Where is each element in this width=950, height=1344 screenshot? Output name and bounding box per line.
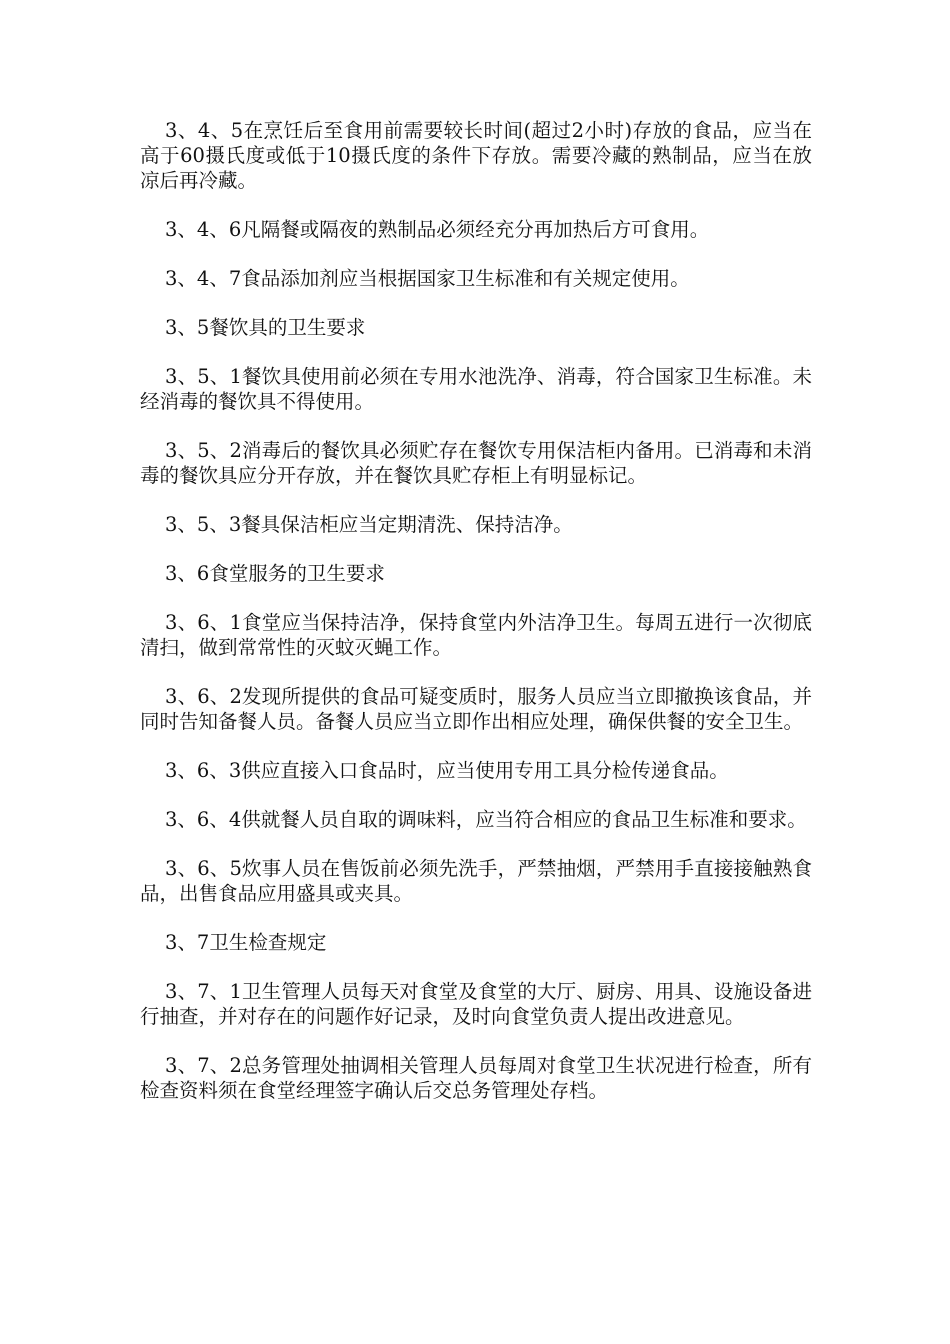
paragraph-3-4-6: 3、4、6凡隔餐或隔夜的熟制品必须经充分再加热后方可食用。 bbox=[165, 218, 710, 241]
paragraph-3-6-5: 3、6、5炊事人员在售饭前必须先洗手，严禁抽烟，严禁用手直接接触熟食品，出售食品应用盛具或夹具。 bbox=[140, 857, 812, 905]
paragraph-3-5-3: 3、5、3餐具保洁柜应当定期清洗、保持洁净。 bbox=[165, 513, 573, 536]
paragraph-3-7-2: 3、7、2总务管理处抽调相关管理人员每周对食堂卫生状况进行检查，所有检查资料须在食堂经理签字确认后交总务管理处存档。 bbox=[140, 1054, 812, 1102]
paragraph-3-4-5: 3、4、5在烹饪后至食用前需要较长时间(超过2小时)存放的食品，应当在高于60摄氏度或低于10摄氏度的条件下存放。需要冷藏的熟制品，应当在放凉后再冷藏。 bbox=[140, 119, 812, 192]
section-heading-3-6: 3、6食堂服务的卫生要求 bbox=[165, 562, 385, 585]
paragraph-3-7-1: 3、7、1卫生管理人员每天对食堂及食堂的大厅、厨房、用具、设施设备进行抽查，并对存在的问题作好记录，及时向食堂负责人提出改进意见。 bbox=[140, 980, 812, 1028]
paragraph-3-4-7: 3、4、7食品添加剂应当根据国家卫生标准和有关规定使用。 bbox=[165, 267, 690, 290]
paragraph-3-6-3: 3、6、3供应直接入口食品时，应当使用专用工具分检传递食品。 bbox=[165, 759, 729, 782]
section-heading-3-7: 3、7卫生检查规定 bbox=[165, 931, 327, 954]
paragraph-3-5-1: 3、5、1餐饮具使用前必须在专用水池洗净、消毒，符合国家卫生标准。未经消毒的餐饮具不得使用。 bbox=[140, 365, 812, 413]
section-heading-3-5: 3、5餐饮具的卫生要求 bbox=[165, 316, 366, 339]
document-body bbox=[140, 118, 812, 1127]
paragraph-3-6-2: 3、6、2发现所提供的食品可疑变质时，服务人员应当立即撤换该食品，并同时告知备餐人员。备餐人员应当立即作出相应处理，确保供餐的安全卫生。 bbox=[140, 685, 812, 733]
paragraph-3-5-2: 3、5、2消毒后的餐饮具必须贮存在餐饮专用保洁柜内备用。已消毒和未消毒的餐饮具应分开存放，并在餐饮具贮存柜上有明显标记。 bbox=[140, 439, 812, 487]
paragraph-3-6-4: 3、6、4供就餐人员自取的调味料，应当符合相应的食品卫生标准和要求。 bbox=[165, 808, 807, 831]
paragraph-3-6-1: 3、6、1食堂应当保持洁净，保持食堂内外洁净卫生。每周五进行一次彻底清扫，做到常常性的灭蚊灭蝇工作。 bbox=[140, 611, 812, 659]
